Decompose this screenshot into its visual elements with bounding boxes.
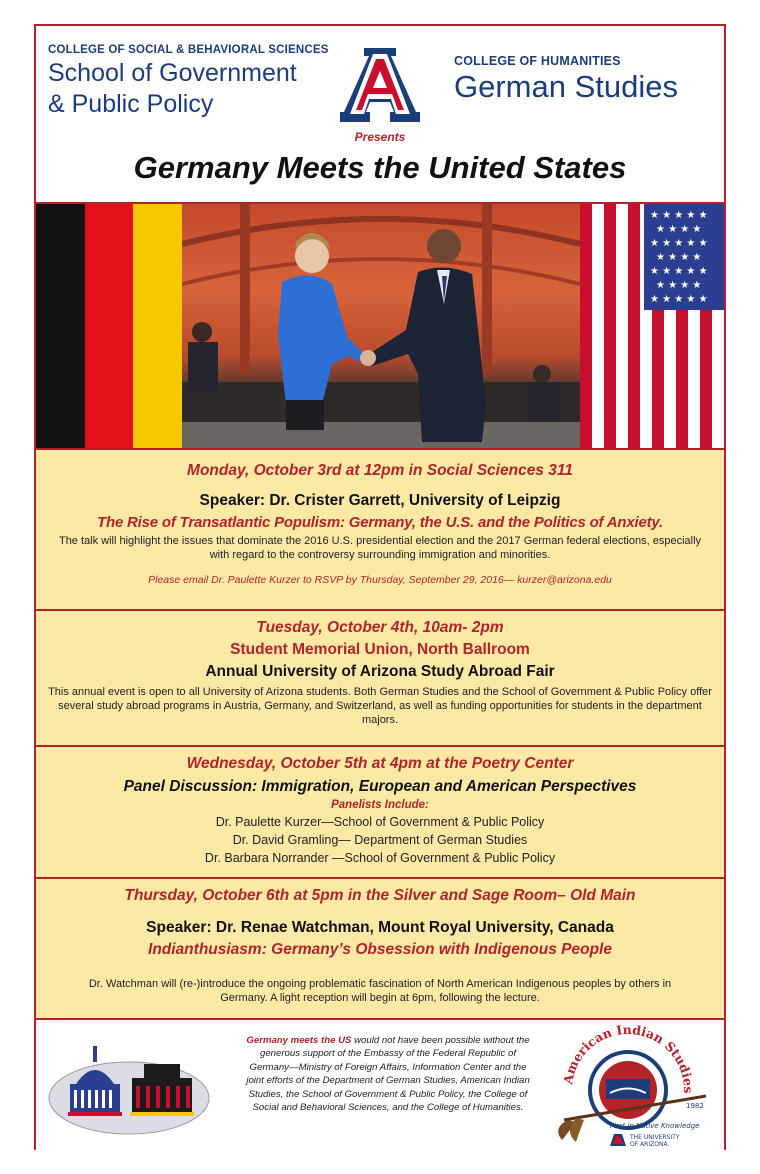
sgpp-name-line2: & Public Policy [48, 90, 214, 118]
svg-text:★ ★ ★ ★ ★: ★ ★ ★ ★ ★ [650, 294, 708, 305]
acknowledgement-highlight: Germany meets the US [246, 1035, 352, 1046]
svg-text:★ ★ ★ ★: ★ ★ ★ ★ [656, 280, 702, 291]
german-flag [36, 204, 182, 448]
talk-title: The Rise of Transatlantic Populism: Germany, the U.S. and the Politics of Anxiety. [97, 514, 663, 531]
presents-label: Presents [354, 130, 406, 144]
talk-title: Indianthusiasm: Germany’s Obsession with Indigenous People [148, 941, 612, 958]
us-flag [580, 204, 724, 448]
event-thursday [36, 877, 724, 1018]
event-description: This annual event is open to all University of Arizona students. Both German Studies and the School of Government & Public Policy offer several study abroad programs in Austria, Germany, and Switzerland, as well as funding opportunities for students in the department majors. [48, 686, 712, 726]
humanities-logo [454, 54, 678, 104]
svg-text:★ ★ ★ ★ ★: ★ ★ ★ ★ ★ [650, 238, 708, 249]
event-location: Student Memorial Union, North Ballroom [230, 641, 530, 658]
ais-year: 1982 [686, 1102, 704, 1110]
event-when: Wednesday, October 5th at 4pm at the Poetry Center [186, 755, 574, 772]
event-speaker: Speaker: Dr. Crister Garrett, University of Leipzig [199, 492, 561, 509]
sgpp-logo [48, 44, 329, 118]
event-name: Annual University of Arizona Study Abroad Fair [205, 663, 555, 680]
svg-text:★ ★ ★ ★ ★: ★ ★ ★ ★ ★ [650, 266, 708, 277]
svg-text:★ ★ ★ ★: ★ ★ ★ ★ [656, 224, 702, 235]
handshake-illustration [182, 204, 580, 448]
panelists-heading: Panelists Include: [331, 799, 429, 811]
event-monday [36, 448, 724, 609]
sgpp-name-line1: School of Government [48, 59, 297, 87]
panelist: Dr. David Gramling— Department of German Studies [232, 833, 528, 847]
panelist: Dr. Barbara Norrander —School of Government & Public Policy [204, 851, 556, 865]
german-studies-name: German Studies [454, 69, 678, 104]
event-when: Tuesday, October 4th, 10am- 2pm [256, 619, 504, 636]
panelist-list [36, 813, 724, 867]
capitol-reichstag-logo [46, 1040, 212, 1138]
event-description: The talk will highlight the issues that dominate the 2016 U.S. presidential election and the 2017 German federal elections, especially with regard to the controversy surrounding immigration and minorities. [58, 535, 702, 561]
event-name: Panel Discussion: Immigration, European and American Perspectives [123, 778, 637, 795]
rsvp-note: Please email Dr. Paulette Kurzer to RSVP by Thursday, September 29, 2016— kurzer@arizona.edu [148, 574, 612, 586]
event-wednesday [36, 745, 724, 877]
sgpp-college-name: COLLEGE OF SOCIAL & BEHAVIORAL SCIENCES [48, 44, 329, 56]
ais-logo-name: American Indian Studies [560, 1024, 697, 1094]
humanities-college-name: COLLEGE OF HUMANITIES [454, 54, 621, 68]
svg-text:★ ★ ★ ★: ★ ★ ★ ★ [656, 252, 702, 263]
svg-text:★ ★ ★ ★ ★: ★ ★ ★ ★ ★ [650, 210, 708, 221]
event-when: Thursday, October 6th at 5pm in the Silver and Sage Room– Old Main [124, 887, 636, 904]
event-speaker: Speaker: Dr. Renae Watchman, Mount Royal University, Canada [146, 919, 614, 936]
poster-title: Germany Meets the United States [133, 150, 627, 185]
ais-tagline: First in Native Knowledge [610, 1122, 700, 1130]
poster-header [36, 26, 724, 202]
photo-band [36, 202, 724, 448]
handshake-photo [182, 204, 580, 448]
event-description: Dr. Watchman will (re-)introduce the ongoing problematic fascination of North American Indigenous peoples by others in Germany. A light reception will begin at 6pm, following the lecture. [88, 978, 672, 1004]
event-when: Monday, October 3rd at 12pm in Social Sciences 311 [187, 462, 573, 479]
ua-wordmark-line2: OF ARIZONA. [630, 1141, 670, 1148]
event-tuesday [36, 609, 724, 745]
university-of-arizona-a-logo [340, 46, 420, 122]
panelist: Dr. Paulette Kurzer—School of Government & Public Policy [215, 815, 545, 829]
acknowledgement-text [240, 1034, 536, 1114]
acknowledgement-body: would not have been possible without the generous support of the Embassy of the Federal Republic of Germany—Ministry of Foreign Affairs, Information Center and the joint efforts of the Department of German Studies, American Indian Studies, the School of Government & Public Policy, the College of Social and Behavioral Sciences, and the College of Humanities. [246, 1035, 530, 1114]
event-poster [34, 24, 726, 1150]
sponsor-footer [36, 1018, 724, 1150]
american-indian-studies-logo [546, 1024, 716, 1148]
ua-wordmark-line1: THE UNIVERSITY [630, 1134, 680, 1141]
